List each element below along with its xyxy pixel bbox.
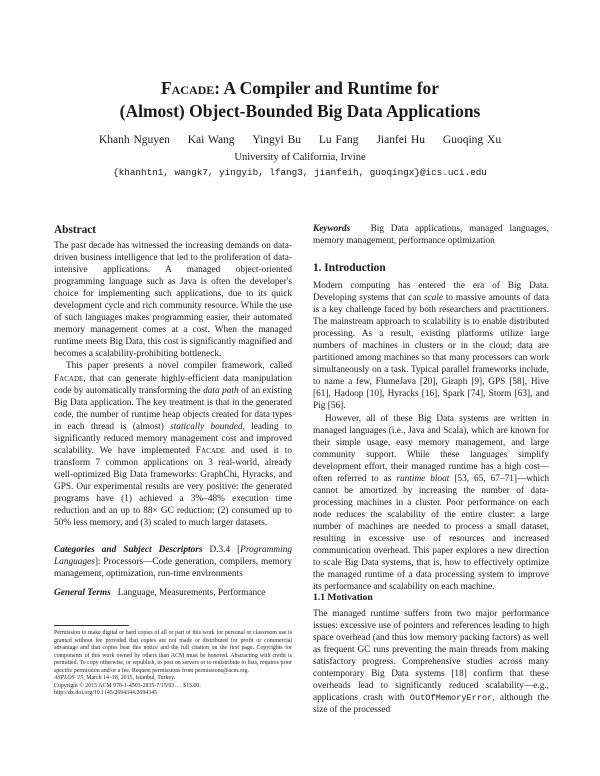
abstract-paragraph-2: This paper presents a novel compiler framework, called Facade, that can generate highly-efficient data manipulation code by automatically transforming the data path of an existing Big Data application. The key treatment is that in the generated code, the number of runtime heap objects created for data types in each thread is (almost) statically bounded, leading to significantly reduced memory management cost and improved scalability. We have implemented Facade and used it to transform 7 common applications on 3 real-world, already well-optimized Big Data frameworks: GraphChi, Hyracks, and GPS. Our experimental results are very positive: the generated programs have (1) achieved a 3%–48% execution time reduction and an up to 88× GC reduction; (2) consumed up to 50% less memory, and (3) scaled to much larger datasets.	[54, 361, 292, 529]
motivation-heading: 1.1 Motivation	[313, 592, 373, 603]
author: Kai Wang	[187, 134, 235, 146]
categories-label: Categories and Subject Descriptors	[54, 545, 203, 555]
author: Khanh Nguyen	[98, 134, 170, 146]
footnote-divider	[54, 625, 129, 626]
author: Jianfei Hu	[376, 134, 426, 146]
abstract-paragraph-1: The past decade has witnessed the increasing demands on data-driven business intelligence that led to the proliferation of data-intensive applications. A managed object-oriented programming language such as Java is often the developer's choice for implementing such applications, due to its quick development cycle and rich community resource. While the use of such languages makes programming easier, their automated memory management comes at a cost. When the managed runtime meets Big Data, this cost is significantly magnified and becomes a scalability-prohibiting bottleneck.	[54, 241, 292, 360]
author: Guoqing Xu	[442, 134, 502, 146]
author-list	[40, 133, 560, 147]
author-emails: {khanhtn1, wangk7, yingyib, lfang3, jianfeih, guoqingx}@ics.uci.edu	[113, 167, 487, 178]
abstract-section	[54, 223, 292, 529]
intro-paragraph-2: However, all of these Big Data systems are written in managed languages (i.e., Java and Scala), which are known for their simple usage, easy memory management, and large community support. While these languages simplify development effort, their managed runtime has a high cost—often referred to as runtime bloat [53, 65, 67–71]—which cannot be amortized by increasing the number of data-processing machines in a cluster. Poor performance on each node reduces the scalability of the entire cluster: a large number of machines are needed to process a small dataset, resulting in excessive use of resources and increased communication overhead. This paper explores a new direction to scale Big Data systems, that is, how to effectively optimize the managed runtime of a data processing system to improve its performance and scalability on each machine.	[313, 413, 549, 593]
introduction-section	[313, 261, 549, 593]
motivation-paragraph-1: The managed runtime suffers from two major performance issues: excessive use of pointers and references leading to high space overhead (and thus low memory packing factors) as well as frequent GC runs preventing the main threads from making satisfactory progress. Comprehensive studies across many contemporary Big Data systems [18] confirm that these overheads lead to significantly reduced scalability—e.g., applications crash with OutOfMemoryError, although the size of the processed	[313, 609, 549, 716]
author: Yingyi Bu	[252, 134, 302, 146]
categories-section: Categories and Subject Descriptors D.3.4 [Programming Languages]: Processors—Code generation, compilers, memory management, optimization, run-time environments	[54, 545, 292, 580]
abstract-heading: Abstract	[54, 224, 97, 236]
motivation-section	[313, 592, 549, 716]
introduction-heading: 1. Introduction	[313, 262, 386, 274]
doi-link[interactable]: http://dx.doi.org/10.1145/2694344.2694345	[54, 690, 158, 697]
title-line-2: (Almost) Object-Bounded Big Data Applications	[119, 101, 481, 121]
title-line-1: Facade: A Compiler and Runtime for	[160, 78, 440, 98]
paper-title	[40, 77, 560, 123]
affiliation: University of California, Irvine	[234, 152, 366, 163]
keywords-label: Keywords	[313, 224, 351, 234]
general-terms-section: General Terms Language, Measurements, Performance	[54, 588, 266, 598]
intro-paragraph-1: Modern computing has entered the era of Big Data. Developing systems that can scale to massive amounts of data is a key challenge faced by both researchers and practitioners. The mainstream approach to scalability is to enable distributed processing. As a result, existing platforms utilize large numbers of machines in clusters or in the cloud; data are partitioned among machines so that many processors can work simultaneously on a task. Typical parallel frameworks include, to name a few, FlumeJava [20], Giraph [9], GPS [58], Hive [61], Hadoop [10], Hyracks [16], Spark [74], Storm [63], and Pig [56].	[313, 281, 549, 412]
permission-notice: Permission to make digital or hard copies of all or part of this work for personal or classroom use is granted without fee provided that copies are not made or distributed for profit or commercial advantage and that copies bear this notice and the full citation on the first page. Copyrights for components of this work owned by others than ACM must be honored. Abstracting with credit is permitted. To copy otherwise, or republish, to post on servers or to redistribute to lists, requires prior specific permission and/or a fee. Request permissions from permissions@acm.org. ASPLOS '15, March 14–18, 2015, Istanbul, Turkey. Copyright © 2015 ACM 978-1-4503-2835-7/15/03. . . $15.00. http://dx.doi.org/10.1145/2694344.2694345	[54, 630, 292, 697]
author: Lu Fang	[318, 134, 359, 146]
general-terms-label: General Terms	[54, 588, 111, 598]
keywords-section: Keywords Big Data applications, managed languages, memory management, performance optimization	[313, 224, 549, 247]
